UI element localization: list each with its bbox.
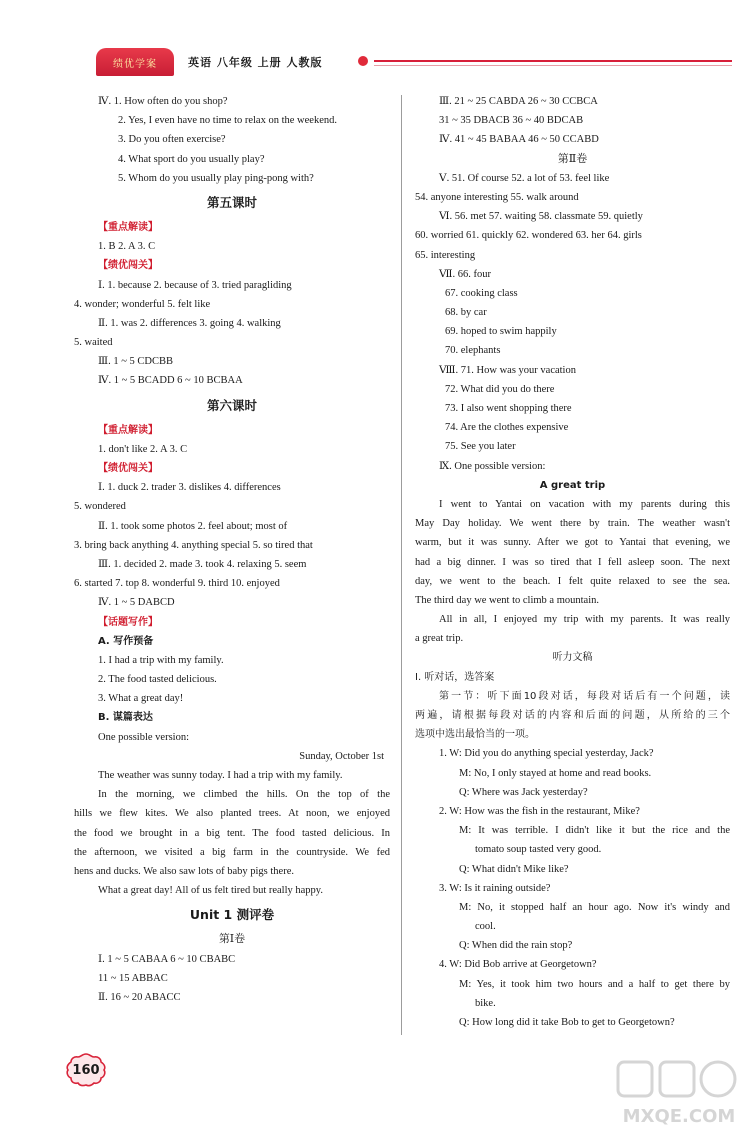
text-line: Ⅲ. 21 ~ 25 CABDA 26 ~ 30 CCBCA xyxy=(439,96,598,107)
text-line: Q: Where was Jack yesterday? xyxy=(459,786,588,798)
text-line: 6. started 7. top 8. wonderful 9. third 10. enjoyed xyxy=(74,578,280,590)
text-line: Ⅰ. 1 ~ 5 CABAA 6 ~ 10 CBABC xyxy=(98,953,236,965)
text-line: 1. B 2. A 3. C xyxy=(98,241,156,253)
text-line: 74. Are the clothes expensive xyxy=(445,422,569,434)
watermark-logo-icon xyxy=(612,1056,747,1130)
text-line: What a great day! All of us felt tired but really happy. xyxy=(98,885,323,897)
text-line: 4. wonder; wonderful 5. felt like xyxy=(74,298,211,310)
text-line: 2. The food tasted delicious. xyxy=(98,674,217,686)
text-line: 68. by car xyxy=(445,307,487,319)
text-line: 3. bring back anything 4. anything special 5. so tired that xyxy=(74,539,313,551)
text-line: 60. worried 61. quickly 62. wondered 63. her 64. girls xyxy=(415,230,642,242)
text-line: had a big dinner. I was so tired that I fell asleep soon. The next xyxy=(415,556,730,568)
column-divider xyxy=(401,95,402,1035)
text-line: Ⅲ. 1 ~ 5 CDCBB xyxy=(98,356,174,368)
text-line: Ⅵ. 56. met 57. waiting 58. classmate 59. quietly xyxy=(439,211,643,223)
header-rule xyxy=(374,60,732,62)
page-number-badge xyxy=(64,1052,108,1088)
text-line: Ⅱ. 16 ~ 20 ABACC xyxy=(98,991,181,1003)
text-line: 72. What did you do there xyxy=(445,383,555,395)
page-header xyxy=(92,46,732,80)
text-line: 2. Yes, I even have no time to relax on the weekend. xyxy=(118,115,337,127)
text-line: 1. I had a trip with my family. xyxy=(98,654,224,666)
text-line: Ⅶ. 66. four xyxy=(439,268,492,280)
text-line: 69. hoped to swim happily xyxy=(445,326,557,338)
text-line: the food we brought in a big tent. The food tasted delicious. In xyxy=(74,827,390,839)
text-line: The weather was sunny today. I had a trip with my family. xyxy=(98,770,343,781)
text-line: the afternoon, we visited a big farm in the countryside. We fed xyxy=(74,846,390,858)
section-tag: 【绩优闯关】 xyxy=(98,463,158,474)
section-tag: 【话题写作】 xyxy=(98,616,158,628)
section-heading: 第Ⅰ卷 xyxy=(218,933,246,946)
text-line: Ⅰ. 1. because 2. because of 3. tried paragliding xyxy=(98,279,292,291)
text-line: A. 写作预备 xyxy=(98,635,154,647)
text-line: All in all, I enjoyed my trip with my parents. It was really xyxy=(439,614,730,626)
text-line: 4. W: Did Bob arrive at Georgetown? xyxy=(439,959,597,971)
header-rule-thin xyxy=(374,65,732,66)
text-line: M: No, I only stayed at home and read books. xyxy=(459,767,652,779)
text-line: 听力文稿 xyxy=(552,652,593,664)
text-line: Ⅸ. One possible version: xyxy=(439,460,546,472)
text-line: 5. wondered xyxy=(74,501,126,513)
text-line: hens and ducks. We also saw lots of baby pigs there. xyxy=(74,865,295,877)
section-tag: 【重点解读】 xyxy=(98,424,158,436)
text-line: 75. See you later xyxy=(445,441,516,453)
text-line: Ⅰ. 1. duck 2. trader 3. dislikes 4. differences xyxy=(98,482,281,494)
text-line: Sunday, October 1st xyxy=(299,750,384,762)
text-line: 70. elephants xyxy=(445,345,501,357)
text-line: tomato soup tasted very good. xyxy=(475,844,602,856)
text-line: a great trip. xyxy=(415,633,464,645)
text-line: 选项中选出最恰当的一项。 xyxy=(415,729,535,741)
text-line: M: Yes, it took him two hours and a half to get there by xyxy=(459,978,730,990)
text-line: 3. What a great day! xyxy=(98,693,184,705)
text-line: 2. W: How was the fish in the restaurant, Mike? xyxy=(439,805,640,817)
text-line: Ⅴ. 51. Of course 52. a lot of 53. feel like xyxy=(439,172,610,184)
text-line: Ⅳ. 41 ~ 45 BABAA 46 ~ 50 CCABD xyxy=(439,134,599,146)
text-line: 第一节：听下面10段对话，每段对话后有一个问题，读 xyxy=(439,690,730,702)
text-line: Q: When did the rain stop? xyxy=(459,940,573,952)
text-line: 5. Whom do you usually play ping-pong with? xyxy=(118,172,314,184)
text-line: cool. xyxy=(475,921,496,933)
header-dot xyxy=(358,56,368,66)
text-line: May Day holiday. We went there by train. The weather wasn't xyxy=(415,518,730,530)
text-line: 67. cooking class xyxy=(445,287,518,299)
text-line: 5. waited xyxy=(74,337,113,349)
text-line: Ⅳ. 1 ~ 5 DABCD xyxy=(98,597,175,609)
text-line: day, we went to the beach. I felt quite relaxed to see the sea. xyxy=(415,575,730,587)
text-line: 1. W: Did you do anything special yesterday, Jack? xyxy=(439,748,654,760)
text-line: bike. xyxy=(475,997,496,1009)
text-line: Ⅲ. 1. decided 2. made 3. took 4. relaxing 5. seem xyxy=(98,558,307,570)
text-line: One possible version: xyxy=(98,731,189,743)
text-line: M: No, it stopped half an hour ago. Now it's windy and xyxy=(459,901,730,913)
text-line: Ⅱ. 1. was 2. differences 3. going 4. walking xyxy=(98,317,281,329)
text-line: 73. I also went shopping there xyxy=(445,403,572,414)
section-heading: Unit 1 测评卷 xyxy=(189,907,275,923)
left-column xyxy=(74,92,390,1007)
text-line: In the morning, we climbed the hills. On the top of the xyxy=(98,789,390,801)
text-line: 4. What sport do you usually play? xyxy=(118,153,265,165)
text-line: Ⅰ. 听对话，选答案 xyxy=(415,671,495,683)
text-line: The third day we went to climb a mountain. xyxy=(415,594,599,606)
text-line: hills we flew kites. We also planted trees. At noon, we enjoyed xyxy=(74,808,390,820)
text-line: 3. Do you often exercise? xyxy=(118,134,226,146)
section-tag: 【绩优闯关】 xyxy=(98,260,158,272)
text-line: A great trip xyxy=(539,479,606,491)
svg-text:MXQE.COM: MXQE.COM xyxy=(622,1106,736,1127)
text-line: Ⅳ. 1. How often do you shop? xyxy=(98,96,228,107)
section-heading: 第Ⅱ卷 xyxy=(557,152,588,165)
text-line: Q: How long did it take Bob to get to Georgetown? xyxy=(459,1017,675,1028)
section-heading: 第五课时 xyxy=(206,194,257,210)
text-line: 54. anyone interesting 55. walk around xyxy=(415,191,579,203)
section-heading: 第六课时 xyxy=(206,397,257,413)
text-line: 11 ~ 15 ABBAC xyxy=(98,972,168,984)
text-line: 3. W: Is it raining outside? xyxy=(439,882,551,894)
text-line: Ⅳ. 1 ~ 5 BCADD 6 ~ 10 BCBAA xyxy=(98,375,243,387)
book-info: 英语 八年级 上册 人教版 xyxy=(188,56,323,69)
text-line: 31 ~ 35 DBACB 36 ~ 40 BDCAB xyxy=(439,115,584,127)
text-line: Ⅱ. 1. took some photos 2. feel about; most of xyxy=(98,520,288,532)
text-line: B. 谋篇表达 xyxy=(98,712,153,724)
text-line: M: It was terrible. I didn't like it but the rice and the xyxy=(459,825,730,837)
text-line: warm, but it was sunny. After we got to Yantai that evening, we xyxy=(415,537,730,549)
page-number: 160 xyxy=(72,1062,100,1078)
text-line: 1. don't like 2. A 3. C xyxy=(98,443,188,455)
right-column xyxy=(415,92,730,1032)
brand-tab: 绩优学案 xyxy=(96,48,174,76)
text-line: 65. interesting xyxy=(415,249,476,261)
text-line: Q: What didn't Mike like? xyxy=(459,863,569,875)
watermark-logo xyxy=(612,1056,747,1130)
section-tag: 【重点解读】 xyxy=(98,221,158,233)
text-line: Ⅷ. 71. How was your vacation xyxy=(439,364,576,376)
text-line: 两遍，请根据每段对话的内容和后面的问题，从所给的三个 xyxy=(415,710,730,721)
text-line: I went to Yantai on vacation with my parents during this xyxy=(439,498,730,510)
